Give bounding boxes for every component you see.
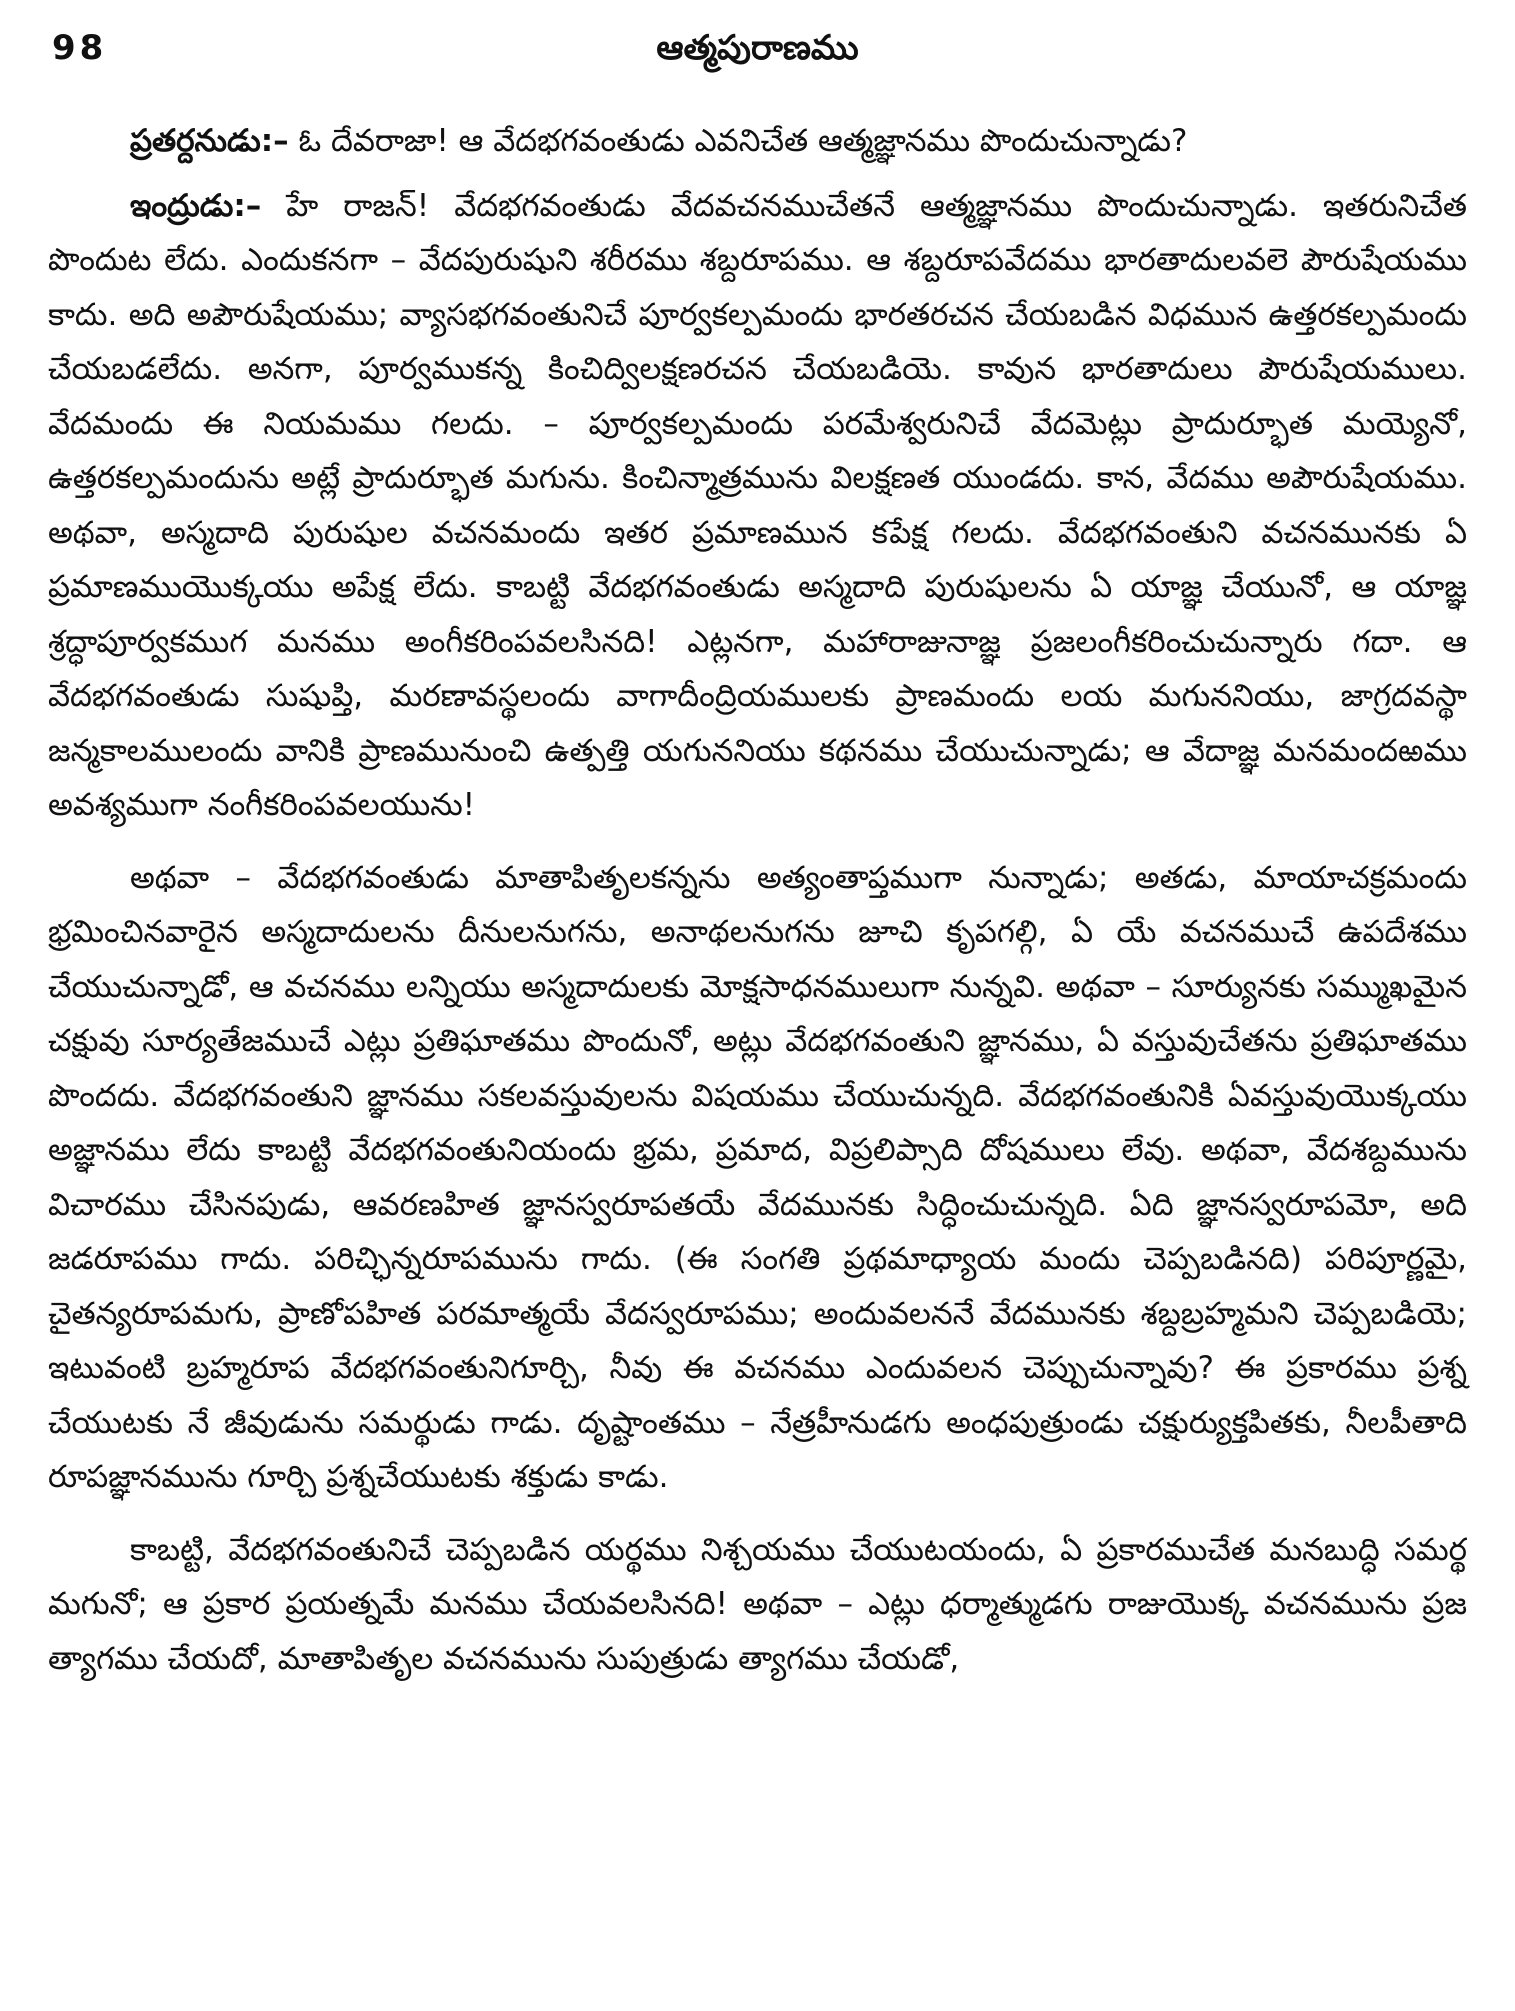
dialogue-text: హే రాజన్! వేదభగవంతుడు వేదవచనముచేతనే ఆత్మజ్ఞానము పొందుచున్నాడు. ఇతరునిచేత పొందుట లేదు. ఎందుకనగా – వేదపురుషుని శరీరము శబ్దరూపము. ఆ శబ్దరూపవేదము భారతాదులవలె పౌరుషేయము కాదు. అది అపౌరుషేయము; వ్యాసభగవంతునిచే పూర్వకల్పమందు భారతరచన చేయబడిన విధమున ఉత్తరకల్పమందు చేయబడలేదు. అనగా, పూర్వముకన్న కించిద్విలక్షణరచన చేయబడియె. కావున భారతాదులు పౌరుషేయములు. వేదమందు ఈ నియమము గలదు. – పూర్వకల్పమందు పరమేశ్వరునిచే వేదమెట్లు ప్రాదుర్భూత మయ్యెనో, ఉత్తరకల్పమందును అట్లే ప్రాదుర్భూత మగును. కించిన్మాత్రమును విలక్షణత యుండదు. కాన, వేదము అపౌరుషేయము. అథవా, అస్మదాది పురుషుల వచనమందు ఇతర ప్రమాణమున కపేక్ష గలదు. వేదభగవంతుని వచనమునకు ఏ ప్రమాణముయొక్కయు అపేక్ష లేదు. కాబట్టి వేదభగవంతుడు అస్మదాది పురుషులను ఏ యాజ్ఞ చేయునో, ఆ యాజ్ఞ శ్రద్ధాపూర్వకముగ మనము అంగీకరింపవలసినది! ఎట్లనగా, మహారాజునాజ్ఞ ప్రజలంగీకరించుచున్నారు గదా. ఆ వేదభగవంతుడు సుషుప్తి, మరణావస్థలందు వాగాదీంద్రియములకు ప్రాణమందు లయ మగుననియు, జాగ్రదవస్థా జన్మకాలములందు వానికి ప్రాణమునుంచి ఉత్పత్తి యగుననియు కథనము చేయుచున్నాడు; ఆ వేదాజ్ఞ మనమందఱము అవశ్యముగా నంగీకరింపవలయును! — [48, 187, 1467, 823]
dialogue-paragraph-pratardana — [48, 114, 1467, 169]
page-number: 98 — [52, 28, 108, 68]
speaker-label: ప్రతర్దనుడు:– — [130, 123, 289, 159]
dialogue-paragraph-indra — [48, 179, 1467, 833]
dialogue-text: ఓ దేవరాజా! ఆ వేదభగవంతుడు ఎవనిచేత ఆత్మజ్ఞానము పొందుచున్నాడు? — [288, 123, 1188, 159]
running-header — [48, 28, 1467, 90]
page-body — [48, 114, 1467, 1686]
book-title: ఆత్మపురాణము — [656, 28, 859, 68]
speaker-label: ఇంద్రుడు:– — [130, 187, 262, 224]
body-paragraph: అథవా – వేదభగవంతుడు మాతాపితృలకన్నను అత్యంతాప్తముగా నున్నాడు; అతడు, మాయాచక్రమందు భ్రమించినవారైన అస్మదాదులను దీనులనుగను, అనాథలనుగను జూచి కృపగల్గి, ఏ యే వచనముచే ఉపదేశము చేయుచున్నాడో, ఆ వచనము లన్నియు అస్మదాదులకు మోక్షసాధనములుగా నున్నవి. అథవా – సూర్యునకు సమ్ముఖమైన చక్షువు సూర్యతేజముచే ఎట్లు ప్రతిఘాతము పొందునో, అట్లు వేదభగవంతుని జ్ఞానము, ఏ వస్తువుచేతను ప్రతిఘాతము పొందదు. వేదభగవంతుని జ్ఞానము సకలవస్తువులను విషయము చేయుచున్నది. వేదభగవంతునికి ఏవస్తువుయొక్కయు అజ్ఞానము లేదు కాబట్టి వేదభగవంతునియందు భ్రమ, ప్రమాద, విప్రలిప్సాది దోషములు లేవు. అథవా, వేదశబ్దమును విచారము చేసినపుడు, ఆవరణహిత జ్ఞానస్వరూపతయే వేదమునకు సిద్ధించుచున్నది. ఏది జ్ఞానస్వరూపమో, అది జడరూపము గాదు. పరిచ్ఛిన్నరూపమును గాదు. (ఈ సంగతి ప్రథమాధ్యాయ మందు చెప్పబడినది) పరిపూర్ణమై, చైతన్యరూపమగు, ప్రాణోపహిత పరమాత్మయే వేదస్వరూపము; అందువలననే వేదమునకు శబ్దబ్రహ్మమని చెప్పబడియె; ఇటువంటి బ్రహ్మరూప వేదభగవంతునిగూర్చి, నీవు ఈ వచనము ఎందువలన చెప్పుచున్నావు? ఈ ప్రకారము ప్రశ్న చేయుటకు నే జీవుడును సమర్థుడు గాడు. దృష్టాంతము – నేత్రహీనుడగు అంధపుత్రుండు చక్షుర్యుక్తపితకు, నీలపీతాది రూపజ్ఞానమును గూర్చి ప్రశ్నచేయుటకు శక్తుడు కాడు. — [48, 859, 1467, 1495]
body-paragraph: కాబట్టి, వేదభగవంతునిచే చెప్పబడిన యర్థము నిశ్చయము చేయుటయందు, ఏ ప్రకారముచేత మనబుద్ధి సమర్థ మగునో; ఆ ప్రకార ప్రయత్నమే మనము చేయవలసినది! అథవా – ఎట్లు ధర్మాత్ముడగు రాజుయొక్క వచనమును ప్రజ త్యాగము చేయదో, మాతాపితృల వచనమును సుపుత్రుడు త్యాగము చేయడో, — [48, 1531, 1467, 1677]
